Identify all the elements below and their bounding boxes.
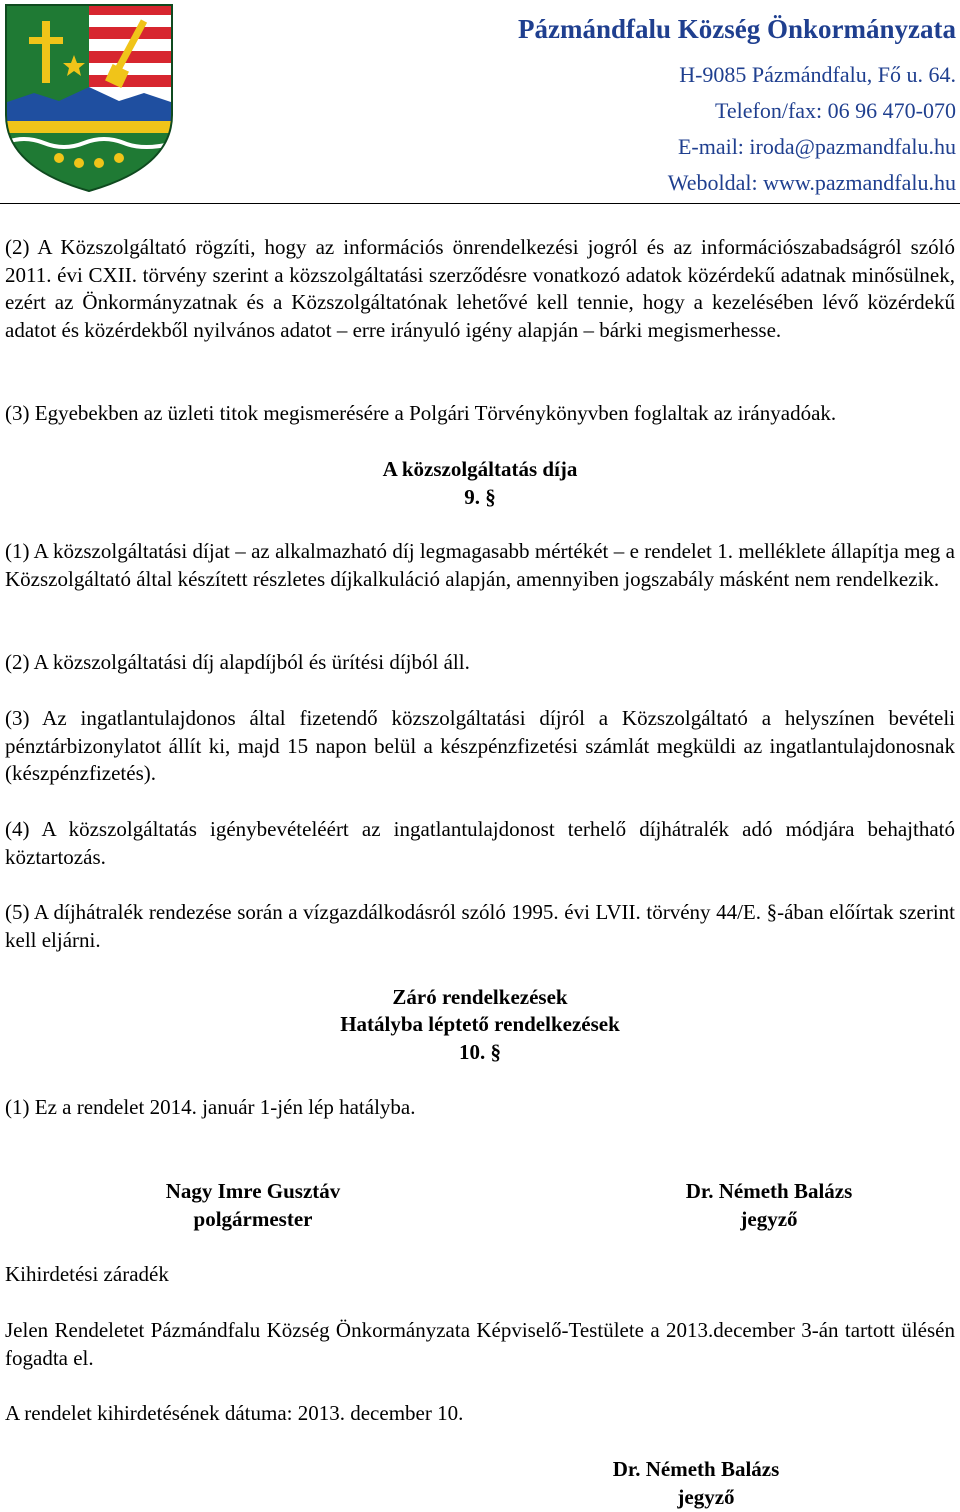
notary-name: Dr. Németh Balázs xyxy=(685,1179,853,1203)
mayor-name: Nagy Imre Gusztáv xyxy=(165,1179,341,1203)
notary-title: jegyző xyxy=(740,1207,798,1231)
paragraph-9-2: (2) A közszolgáltatási díj alapdíjból és ürítési díjból áll. xyxy=(5,650,470,674)
heading-entry-into-force: Hatályba léptető rendelkezések xyxy=(340,1012,620,1036)
phone-line: Telefon/fax: 06 96 470-070 xyxy=(714,98,956,123)
paragraph-10-1: (1) Ez a rendelet 2014. január 1-jén lép hatályba. xyxy=(5,1095,416,1119)
address-line: H-9085 Pázmándfalu, Fő u. 64. xyxy=(679,62,956,87)
promulgation-label: Kihirdetési záradék xyxy=(5,1262,169,1286)
paragraph-9-5: (5) A díjhátralék rendezése során a vízgazdálkodásról szóló 1995. évi LVII. törvény 44/E. §-ában előírtak szerint kell eljárni. xyxy=(5,900,955,952)
website-line: Weboldal: www.pazmandfalu.hu xyxy=(667,170,956,195)
paragraph-9-3: (3) Az ingatlantulajdonos által fizetendő közszolgáltatási díjról a Közszolgáltató a helyszínen bevételi pénztárbizonylatot állít ki, majd 15 napon belül a készpénzfizetési számlát megküldi az ingatlantulajdonosnak (készpénzfizetés). xyxy=(5,706,955,785)
mayor-title: polgármester xyxy=(193,1207,313,1231)
coat-of-arms-logo xyxy=(4,3,174,193)
paragraph-9-1: (1) A közszolgáltatási díjat – az alkalmazható díj legmagasabb mértékét – e rendelet 1. melléklete állapítja meg a Közszolgáltató által készített részletes díjkalkuláció alapján, amennyiben jogszabály másként nem rendelkezik. xyxy=(5,539,955,591)
promulgation-notary-title: jegyző xyxy=(677,1485,735,1509)
email-line: E-mail: iroda@pazmandfalu.hu xyxy=(677,134,956,159)
promulgation-date: A rendelet kihirdetésének dátuma: 2013. december 10. xyxy=(5,1401,464,1425)
heading-fee: A közszolgáltatás díja xyxy=(382,457,578,481)
section-9-heading: 9. § xyxy=(464,485,496,509)
paragraph-8-3: (3) Egyebekben az üzleti titok megismerésére a Polgári Törvénykönyvben foglaltak az irányadóak. xyxy=(5,401,837,425)
promulgation-text: Jelen Rendeletet Pázmándfalu Község Önkormányzata Képviselő-Testülete a 2013.december 3-án tartott ülésén fogadta el. xyxy=(5,1318,955,1370)
paragraph-9-4: (4) A közszolgáltatás igénybevételéért az ingatlantulajdonost terhelő díjhátralék adó módjára behajtható köztartozás. xyxy=(5,817,955,869)
heading-final-provisions: Záró rendelkezések xyxy=(392,985,568,1009)
promulgation-notary-name: Dr. Németh Balázs xyxy=(612,1457,780,1481)
paragraph-8-2: (2) A Közszolgáltató rögzíti, hogy az információs önrendelkezési jogról és az információszabadságról szóló 2011. évi CXII. törvény szerint a közszolgáltatási szerződésre vonatkozó adatok közérdekű adatnak minősülnek, ezért az Önkormányzatnak és a Közszolgáltatónak lehetővé kell tennie, hogy a kezelésében lévő közérdekű adatot és közérdekből nyilvános adatot – erre irányuló igény alapján – bárki megismerhesse. xyxy=(5,235,955,342)
municipality-title: Pázmándfalu Község Önkormányzata xyxy=(518,14,956,44)
header-divider xyxy=(0,203,960,204)
section-10-heading: 10. § xyxy=(459,1040,501,1064)
